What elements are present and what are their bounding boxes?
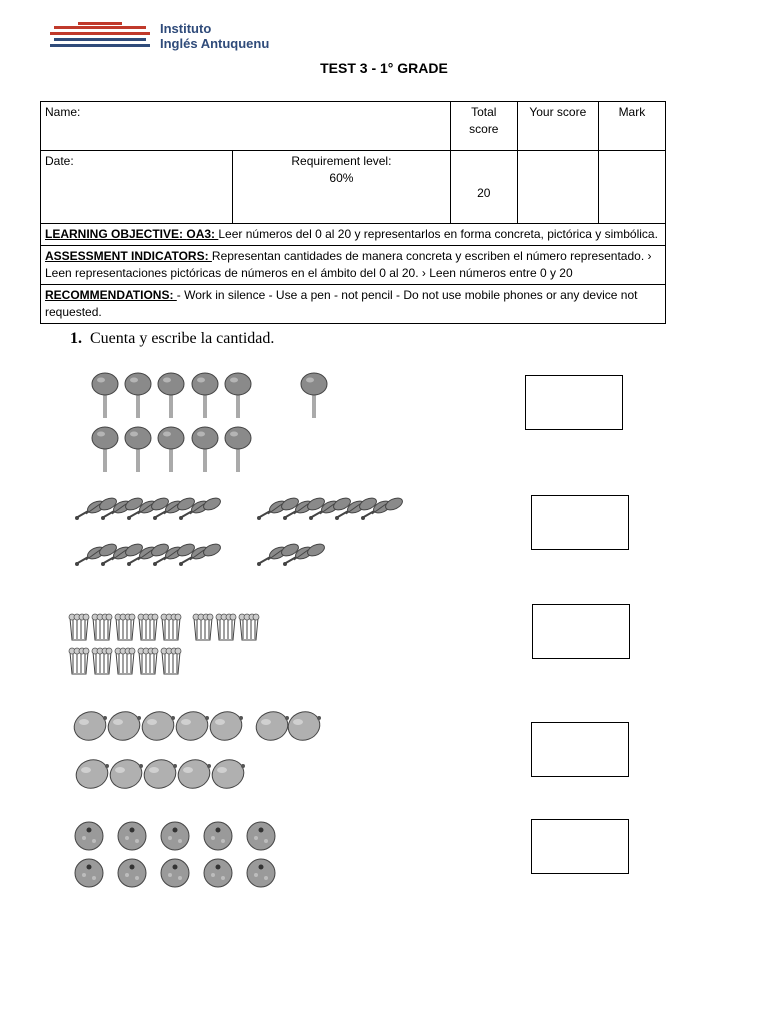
lollipop-icon <box>225 373 251 418</box>
lollipop-icon <box>225 427 251 472</box>
popcorn-icon <box>115 614 135 640</box>
popcorn-icon <box>138 614 158 640</box>
popcorn-icon <box>239 614 259 640</box>
lollipop-icon <box>125 427 151 472</box>
name-label: Name: <box>45 105 81 119</box>
orange-icon <box>161 859 189 887</box>
requirement-label: Requirement level: <box>291 154 392 168</box>
popcorn-icon <box>161 614 181 640</box>
assessment-indicators-row <box>41 246 666 285</box>
lollipop-icon <box>125 373 151 418</box>
orange-icon <box>204 822 232 850</box>
total-score-value: 20 <box>450 151 517 224</box>
lemon-icon <box>284 707 324 744</box>
lollipop-icon <box>301 373 327 418</box>
lollipop-icon <box>192 373 218 418</box>
answer-box-5[interactable] <box>531 819 629 874</box>
exercise-maracas <box>70 494 410 584</box>
popcorn-icon <box>161 648 181 674</box>
requirement-value: 60% <box>329 171 354 185</box>
recommendations-label: RECOMMENDATIONS: <box>45 288 177 302</box>
orange-icon <box>118 859 146 887</box>
name-cell[interactable] <box>41 102 451 151</box>
maracas-icon <box>257 542 300 566</box>
student-info-table <box>40 101 666 324</box>
popcorn-icon <box>92 648 112 674</box>
popcorn-icon <box>216 614 236 640</box>
popcorn-icon <box>69 648 89 674</box>
maracas-icon <box>75 542 118 566</box>
recommendations-text: - Work in silence - Use a pen - not pencil - Do not use mobile phones or any device not requested. <box>45 288 638 319</box>
date-cell[interactable] <box>41 151 233 224</box>
answer-box-2[interactable] <box>531 495 629 550</box>
requirement-cell <box>233 151 451 224</box>
lemon-icon <box>208 755 248 792</box>
date-label: Date: <box>45 154 74 168</box>
question-1 <box>70 330 274 348</box>
lemon-icon <box>138 707 178 744</box>
question-number: 1. <box>70 330 82 347</box>
page-title: TEST 3 - 1° GRADE <box>320 60 448 76</box>
learning-objective-label: LEARNING OBJECTIVE: <box>45 227 187 241</box>
maracas-icon <box>257 496 300 520</box>
popcorn-icon <box>92 614 112 640</box>
popcorn-icon <box>69 614 89 640</box>
logo-line-1: Instituto <box>160 21 212 36</box>
popcorn-icon <box>115 648 135 674</box>
question-text: Cuenta y escribe la cantidad. <box>90 330 275 347</box>
mark-cell[interactable]: Mark <box>598 102 665 151</box>
popcorn-icon <box>138 648 158 674</box>
lemon-icon <box>70 707 110 744</box>
logo-line-2: Inglés Antuquenu <box>160 36 270 51</box>
total-score-label: Total score <box>450 102 517 151</box>
orange-icon <box>247 822 275 850</box>
recommendations-row <box>41 285 666 324</box>
logo-mark-icon <box>48 20 152 52</box>
exercise-oranges <box>72 820 292 892</box>
lollipop-icon <box>158 373 184 418</box>
orange-icon <box>75 859 103 887</box>
lemon-icon <box>172 707 212 744</box>
answer-box-3[interactable] <box>532 604 630 659</box>
exercise-popcorn <box>68 610 268 680</box>
popcorn-icon <box>193 614 213 640</box>
orange-icon <box>247 859 275 887</box>
lemon-icon <box>72 755 112 792</box>
lemon-icon <box>174 755 214 792</box>
learning-objective-text: Leer números del 0 al 20 y representarlos en forma concreta, pictórica y simbólica. <box>218 227 658 241</box>
answer-box-1[interactable] <box>525 375 623 430</box>
learning-objective-code: OA3: <box>186 227 219 241</box>
orange-icon <box>75 822 103 850</box>
mark-value-cell[interactable] <box>598 151 665 224</box>
lemon-icon <box>104 707 144 744</box>
lemon-icon <box>106 755 146 792</box>
lemon-icon <box>252 707 292 744</box>
orange-icon <box>204 859 232 887</box>
assessment-text: Representan cantidades de manera concreta y escriben el número representado. › Leen representaciones pictóricas de números en el ámbito del 0 al 20. › Leen números entre 0 y 20 <box>45 249 652 280</box>
lollipop-icon <box>92 427 118 472</box>
answer-box-4[interactable] <box>531 722 629 777</box>
orange-icon <box>118 822 146 850</box>
lollipop-icon <box>158 427 184 472</box>
orange-icon <box>161 822 189 850</box>
lollipop-icon <box>92 373 118 418</box>
assessment-label: ASSESSMENT INDICATORS: <box>45 249 212 263</box>
lemon-icon <box>140 755 180 792</box>
your-score-cell[interactable]: Your score <box>517 102 598 151</box>
learning-objective-row <box>41 224 666 246</box>
maracas-icon <box>75 496 118 520</box>
exercise-lollipops <box>80 368 360 478</box>
exercise-lemons <box>74 706 334 796</box>
institute-logo <box>48 18 308 54</box>
lollipop-icon <box>192 427 218 472</box>
lemon-icon <box>206 707 246 744</box>
your-score-value-cell[interactable] <box>517 151 598 224</box>
